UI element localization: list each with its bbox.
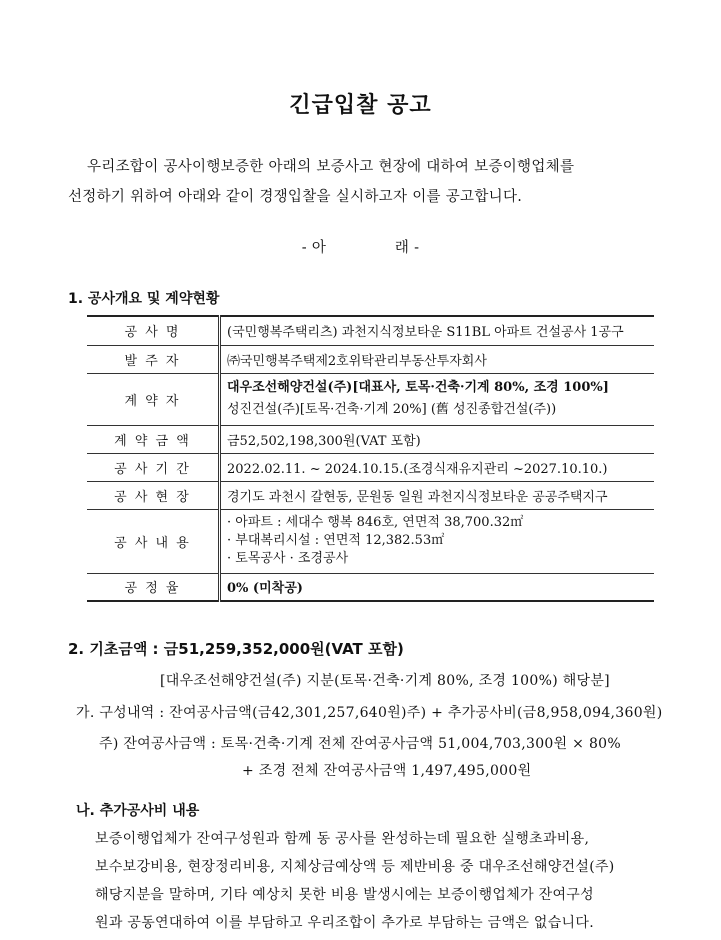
client-name: ㈜국민행복주택제2호위탁관리부동산투자회사 — [227, 353, 487, 369]
table-row — [87, 573, 654, 601]
composition-line: 가. 구성내역 : 잔여공사금액(금42,301,257,640원)주) + 추가공사비(금8,958,094,360원) — [76, 705, 663, 721]
project-name: (국민행복주택리츠) 과천지식정보타운 S11BL 아파트 건설공사 1공구 — [227, 325, 624, 341]
table-row — [87, 373, 654, 425]
row-label: 공 사 내 용 — [87, 509, 220, 573]
page-title: 긴급입찰 공고 — [289, 93, 432, 118]
additional-cost-heading: 나. 추가공사비 내용 — [76, 803, 200, 819]
table-row — [87, 425, 654, 453]
section-2-heading: 2. 기초금액 : 금51,259,352,000원(VAT 포함) — [68, 640, 404, 658]
site-location: 경기도 과천시 갈현동, 문원동 일원 과천지식정보타운 공공주택지구 — [227, 489, 608, 505]
contract-amount: 금52,502,198,300원(VAT 포함) — [227, 433, 421, 449]
additional-cost-line-4: 원과 공동연대하여 이를 부담하고 우리조합이 추가로 부담하는 금액은 없습니다. — [95, 915, 594, 931]
progress-rate: 0% (미착공) — [227, 581, 303, 597]
row-value — [220, 573, 655, 601]
table-row — [87, 316, 654, 345]
scope-line-2: · 부대복리시설 : 연면적 12,382.53㎡ — [227, 533, 445, 548]
row-value — [220, 453, 655, 481]
table-row — [87, 481, 654, 509]
table-row — [87, 453, 654, 481]
scope-line-1: · 아파트 : 세대수 행복 846호, 연면적 38,700.32㎡ — [227, 515, 524, 530]
row-label: 계 약 금 액 — [87, 425, 220, 453]
additional-cost-line-1: 보증이행업체가 잔여구성원과 함께 동 공사를 완성하는데 필요한 실행초과비용, — [95, 831, 590, 847]
row-value — [220, 481, 655, 509]
additional-cost-line-3: 해당지분을 말하며, 기타 예상치 못한 비용 발생시에는 보증이행업체가 잔여구성 — [95, 887, 594, 903]
row-value — [220, 345, 655, 373]
below-marker: - 아 래 - — [301, 240, 420, 256]
row-label: 계 약 자 — [87, 373, 220, 425]
contractor-line-2: 성진건설(주)[토목·건축·기계 20%] (舊 성진종합건설(주)) — [227, 402, 557, 417]
row-value — [220, 509, 655, 573]
row-label: 공 사 명 — [87, 316, 220, 345]
row-label: 발 주 자 — [87, 345, 220, 373]
construction-period: 2022.02.11. ~ 2024.10.15.(조경식재유지관리 ~2027.10.10.) — [227, 461, 608, 477]
row-value — [220, 425, 655, 453]
row-value — [220, 316, 655, 345]
table-row — [87, 509, 654, 573]
contractor-line-1: 대우조선해양건설(주)[대표사, 토목·건축·기계 80%, 조경 100%] — [227, 380, 609, 395]
landscape-amount-note: + 조경 전체 잔여공사금액 1,497,495,000원 — [242, 763, 532, 779]
additional-cost-line-2: 보수보강비용, 현장정리비용, 지체상금예상액 등 제반비용 중 대우조선해양건설(주) — [95, 859, 615, 875]
contract-info-table — [87, 315, 654, 602]
row-label: 공 정 율 — [87, 573, 220, 601]
section-1-heading: 1. 공사개요 및 계약현황 — [68, 291, 220, 307]
row-value — [220, 373, 655, 425]
scope-line-3: · 토목공사 · 조경공사 — [227, 551, 349, 566]
table-row — [87, 345, 654, 373]
row-label: 공 사 현 장 — [87, 481, 220, 509]
intro-line-2: 선정하기 위하여 아래와 같이 경쟁입찰을 실시하고자 이를 공고합니다. — [68, 189, 523, 205]
row-label: 공 사 기 간 — [87, 453, 220, 481]
intro-line-1: 우리조합이 공사이행보증한 아래의 보증사고 현장에 대하여 보증이행업체를 — [87, 159, 575, 175]
remaining-amount-note: 주) 잔여공사금액 : 토목·건축·기계 전체 잔여공사금액 51,004,703,300원 × 80% — [99, 736, 621, 752]
share-note: [대우조선해양건설(주) 지분(토목·건축·기계 80%, 조경 100%) 해당분] — [160, 673, 610, 689]
